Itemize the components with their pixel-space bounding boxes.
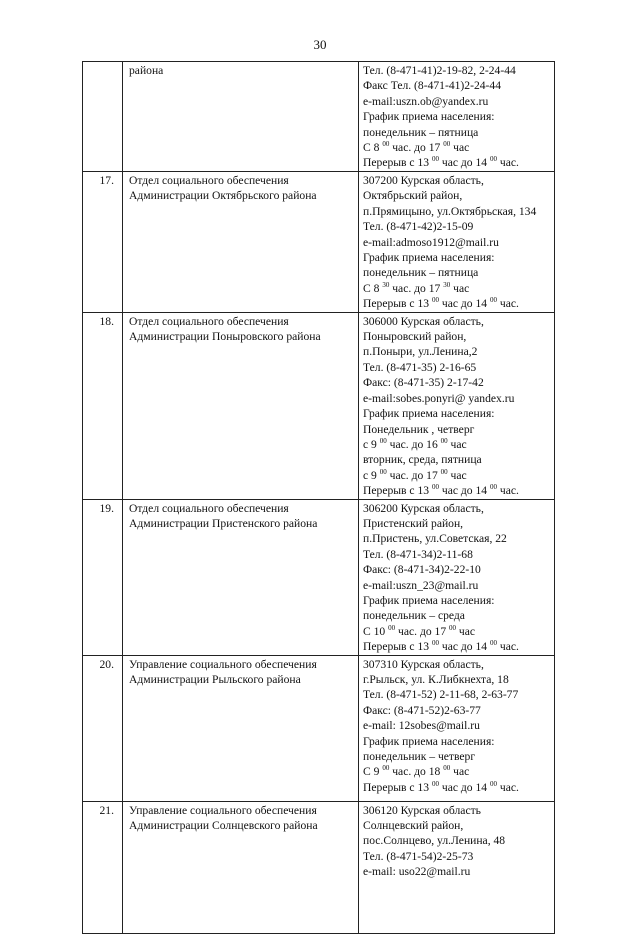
- contact-line: С 8 $^{00}$ час. до 17 $^{00}$ час: [363, 140, 470, 155]
- contact-line: понедельник – среда: [363, 609, 465, 623]
- contact-line: Перерыв с 13 $^{00}$ час до 14 $^{00}$ час.: [363, 483, 519, 498]
- contact-line: понедельник – пятница: [363, 266, 479, 280]
- department-name: [123, 312, 359, 499]
- time-superscript: 00: [489, 296, 497, 305]
- time-superscript: 00: [440, 436, 448, 445]
- contact-line: Факс: (8-471-35) 2-17-42: [363, 376, 484, 390]
- contact-line: Тел. (8-471-42)2-15-09: [363, 220, 474, 234]
- contact-info: [359, 499, 555, 655]
- table-body: [83, 62, 555, 934]
- department-name-line: Управление социального обеспечения: [129, 657, 317, 671]
- department-name-line: Управление социального обеспечения: [129, 803, 317, 817]
- time-superscript: 00: [379, 467, 387, 476]
- contact-line: e-mail: 12sobes@mail.ru: [363, 719, 480, 733]
- time-superscript: 00: [431, 639, 439, 648]
- contact-line: Пристенский район,: [363, 516, 464, 530]
- time-superscript: 00: [489, 155, 497, 164]
- contact-line: пос.Солнцево, ул.Ленина, 48: [363, 834, 506, 848]
- contact-line: 306200 Курская область,: [363, 501, 484, 515]
- contact-line: С 9 $^{00}$ час. до 18 $^{00}$ час: [363, 764, 470, 779]
- contact-line: График приема населения:: [363, 251, 495, 265]
- table-row: [83, 312, 555, 499]
- department-name: [123, 655, 359, 801]
- contact-line: Тел. (8-471-41)2-19-82, 2-24-44: [363, 64, 516, 77]
- contact-line: с 9 $^{00}$ час. до 17 $^{00}$ час: [363, 467, 467, 482]
- contact-line: Перерыв с 13 $^{00}$ час до 14 $^{00}$ час.: [363, 639, 519, 654]
- contact-line: п.Поныри, ул.Ленина,2: [363, 345, 478, 359]
- contact-line: понедельник – пятница: [363, 125, 479, 139]
- page-number: 30: [313, 37, 327, 52]
- contact-line: Факс: (8-471-52)2-63-77: [363, 703, 481, 717]
- department-name: [123, 62, 359, 172]
- contact-line: Тел. (8-471-54)2-25-73: [363, 849, 474, 863]
- contact-line: e-mail:uszn_23@mail.ru: [363, 578, 479, 592]
- time-superscript: 00: [431, 779, 439, 788]
- contact-line: e-mail:sobes.ponyri@ yandex.ru: [363, 391, 515, 405]
- time-superscript: 30: [443, 280, 451, 289]
- contact-info: [359, 62, 555, 172]
- department-name-line: Отдел социального обеспечения: [129, 174, 289, 187]
- contact-line: Понедельник , четверг: [363, 422, 475, 436]
- time-superscript: 30: [382, 280, 390, 289]
- department-name-line: Отдел социального обеспечения: [129, 501, 289, 515]
- time-superscript: 00: [388, 623, 396, 632]
- contact-line: С 10 $^{00}$ час. до 17 $^{00}$ час: [363, 623, 476, 638]
- contact-info: [359, 312, 555, 499]
- time-superscript: 00: [489, 779, 497, 788]
- table-row: [83, 62, 555, 172]
- departments-table: [82, 61, 555, 934]
- row-number: [83, 62, 123, 172]
- contact-line: Октябрьский район,: [363, 189, 463, 203]
- contact-info: [359, 172, 555, 313]
- time-superscript: 00: [489, 483, 497, 492]
- contact-line: Перерыв с 13 $^{00}$ час до 14 $^{00}$ час.: [363, 155, 519, 170]
- contact-line: Тел. (8-471-34)2-11-68: [363, 547, 473, 561]
- table-row: [83, 499, 555, 655]
- contact-line: С 8 $^{30}$ час. до 17 $^{30}$ час: [363, 280, 470, 295]
- contact-line: Перерыв с 13 $^{00}$ час до 14 $^{00}$ час.: [363, 296, 519, 311]
- contact-line: График приема населения:: [363, 110, 495, 124]
- contact-line: Перерыв с 13 $^{00}$ час до 14 $^{00}$ час.: [363, 779, 519, 794]
- contact-line: e-mail:admoso1912@mail.ru: [363, 235, 499, 249]
- contact-line: Поныровский район,: [363, 330, 467, 344]
- contact-line: п.Прямицыно, ул.Октябрьская, 134: [363, 204, 537, 218]
- table-row: [83, 172, 555, 313]
- time-superscript: 00: [449, 623, 457, 632]
- contact-line: График приема населения:: [363, 593, 495, 607]
- contact-line: 306000 Курская область,: [363, 314, 484, 328]
- contact-line: e-mail:uszn.ob@yandex.ru: [363, 94, 489, 108]
- contact-info: [359, 655, 555, 801]
- contact-line: п.Пристень, ул.Советская, 22: [363, 532, 507, 546]
- row-number: 18.: [83, 312, 123, 499]
- contact-line: вторник, среда, пятница: [363, 453, 482, 467]
- time-superscript: 00: [379, 436, 387, 445]
- contact-line: График приема населения:: [363, 734, 495, 748]
- department-name: [123, 801, 359, 933]
- contact-line: 307310 Курская область,: [363, 657, 484, 671]
- time-superscript: 00: [431, 155, 439, 164]
- contact-line: с 9 $^{00}$ час. до 16 $^{00}$ час: [363, 436, 467, 451]
- time-superscript: 00: [489, 639, 497, 648]
- department-name-line: района: [129, 64, 164, 77]
- contact-line: 306120 Курская область: [363, 803, 481, 817]
- table-row: [83, 801, 555, 933]
- time-superscript: 00: [443, 140, 451, 149]
- contact-line: Тел. (8-471-35) 2-16-65: [363, 360, 477, 374]
- row-number: 19.: [83, 499, 123, 655]
- time-superscript: 00: [382, 764, 390, 773]
- department-name-line: Администрации Поныровского района: [129, 330, 321, 344]
- time-superscript: 00: [440, 467, 448, 476]
- contact-line: 307200 Курская область,: [363, 174, 484, 187]
- department-name: [123, 499, 359, 655]
- contact-line: Тел. (8-471-52) 2-11-68, 2-63-77: [363, 688, 519, 702]
- department-name-line: Администрации Солнцевского района: [129, 819, 318, 832]
- department-name-line: Отдел социального обеспечения: [129, 314, 289, 328]
- time-superscript: 00: [431, 296, 439, 305]
- contact-line: г.Рыльск, ул. К.Либкнехта, 18: [363, 673, 509, 686]
- time-superscript: 00: [431, 483, 439, 492]
- department-name-line: Администрации Пристенского района: [129, 516, 318, 530]
- row-number: 17.: [83, 172, 123, 313]
- contact-line: e-mail: uso22@mail.ru: [363, 865, 471, 879]
- department-name-line: Администрации Октябрьского района: [129, 189, 317, 203]
- time-superscript: 00: [443, 764, 451, 773]
- row-number: 21.: [83, 801, 123, 933]
- department-name-line: Администрации Рыльского района: [129, 673, 301, 686]
- contact-line: Факс: (8-471-34)2-22-10: [363, 563, 481, 577]
- contact-line: График приема населения:: [363, 407, 495, 421]
- contact-line: понедельник – четверг: [363, 750, 476, 764]
- contact-line: Солнцевский район,: [363, 819, 464, 832]
- row-number: 20.: [83, 655, 123, 801]
- department-name: [123, 172, 359, 313]
- time-superscript: 00: [382, 140, 390, 149]
- contact-info: [359, 801, 555, 933]
- table-row: [83, 655, 555, 801]
- contact-line: Факс Тел. (8-471-41)2-24-44: [363, 79, 501, 93]
